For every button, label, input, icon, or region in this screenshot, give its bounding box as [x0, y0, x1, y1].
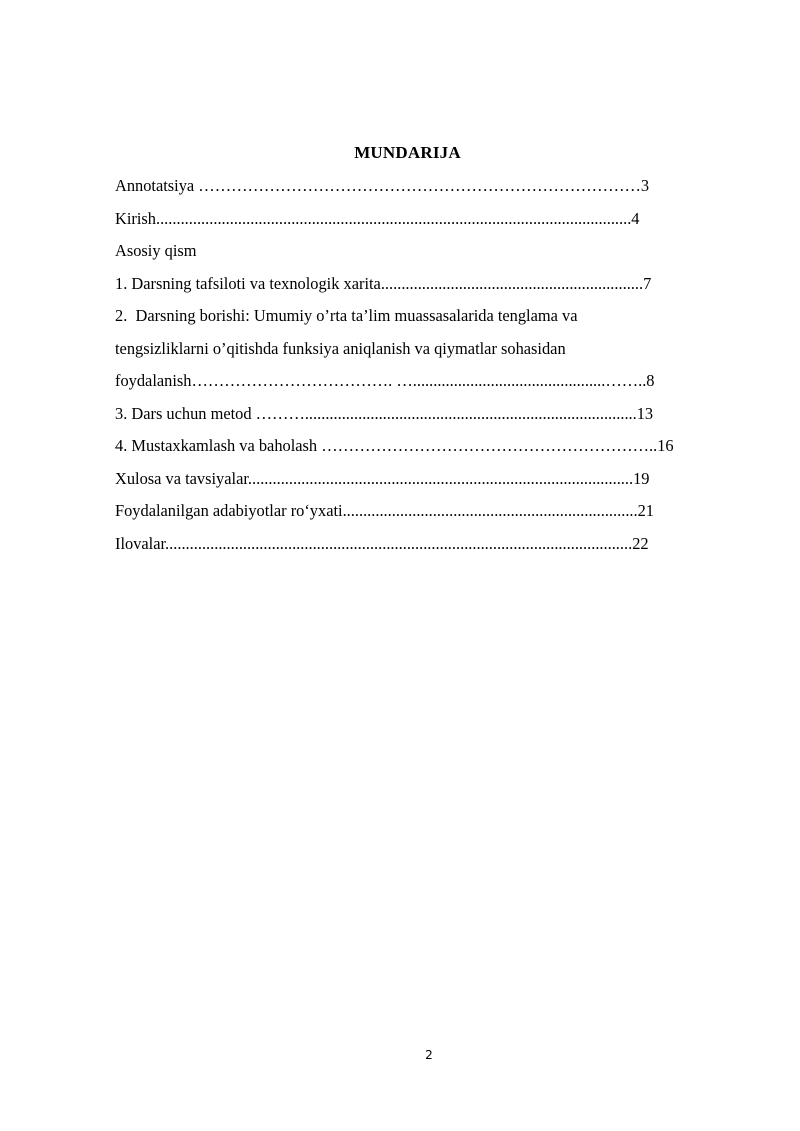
toc-entry-xulosa: [115, 467, 740, 500]
toc-entry-annotatsiya: [115, 174, 740, 207]
toc-entry-adabiyotlar: [115, 499, 740, 532]
toc-section-asosiy-qism: [115, 239, 740, 272]
toc-entry-text: foydalanish………………………………. …...............................................……..8: [115, 371, 655, 390]
toc-entry-text: Foydalanilgan adabiyotlar ro‘yxati........................................................................21: [115, 501, 655, 520]
toc-entry-2-line-1: [115, 304, 740, 337]
toc-entry-text: Annotatsiya ………………………………………………………………………3: [115, 176, 650, 195]
toc-entry-text: Xulosa va tavsiyalar..............................................................................................19: [115, 468, 650, 488]
toc-entry-2-line-3: [115, 369, 740, 402]
toc-entry-4: [115, 434, 740, 467]
toc-entry-text: Kirish....................................................................................................................4: [115, 208, 640, 228]
page-title: MUNDARIJA: [354, 143, 461, 162]
toc-entry-kirish: [115, 207, 740, 240]
toc-entry-ilovalar: [115, 532, 740, 565]
toc-entry-text: 2. Darsning borishi: Umumiy o’rta ta’lim muassasalarida tenglama va: [115, 306, 578, 325]
toc-entry-text: 4. Mustaxkamlash va baholash ……………………………………………………..16: [115, 436, 674, 455]
toc-entry-text: Asosiy qism: [115, 241, 197, 260]
toc-entry-2-line-2: [115, 337, 740, 370]
page-number: 2: [425, 1048, 433, 1062]
toc-entry-text: Ilovalar..................................................................................................................22: [115, 533, 649, 553]
table-of-contents: [115, 174, 740, 564]
toc-entry-3: [115, 402, 740, 435]
toc-entry-1: [115, 272, 740, 305]
toc-entry-text: 3. Dars uchun metod ……….................................................................................13: [115, 403, 654, 423]
toc-entry-text: tengsizliklarni o’qitishda funksiya aniqlanish va qiymatlar sohasidan: [115, 338, 566, 358]
toc-entry-text: 1. Darsning tafsiloti va texnologik xarita................................................................7: [115, 273, 652, 293]
